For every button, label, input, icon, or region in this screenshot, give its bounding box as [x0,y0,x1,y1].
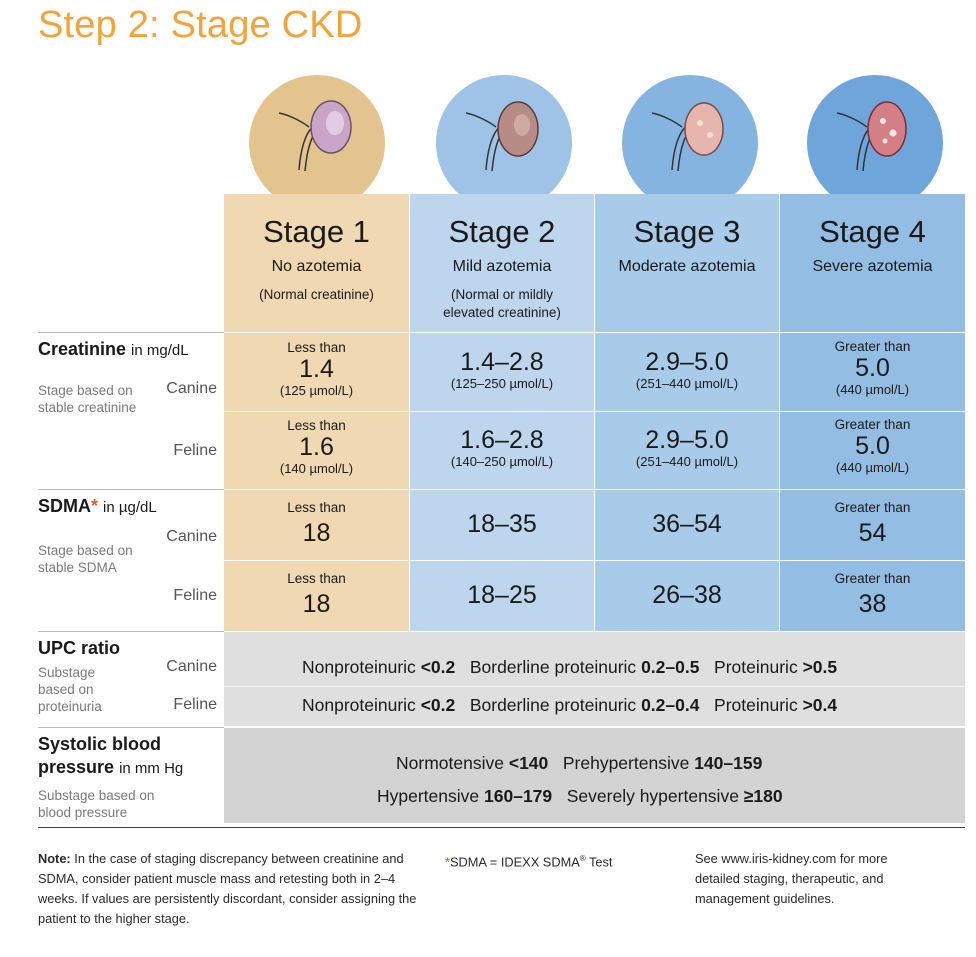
sdma-feline-stage2: 18–25 [467,581,537,609]
species-canine: Canine [166,528,217,545]
stage2-column [410,194,594,631]
stage-title: Stage 2 [448,214,556,249]
stage-note: (Normal creatinine) [259,287,374,302]
creatinine-canine-stage1: Less than 1.4 (125 µmol/L) [279,340,354,398]
sdma-title: SDMA* in µg/dL [38,496,157,516]
sdma-canine-stage1: Less than 18 [287,500,346,547]
divider [224,686,965,687]
stage3-column [595,194,779,631]
footer-sdma-def: *SDMA = IDEXX SDMA® Test [445,854,613,870]
stage-title: Stage 3 [633,214,741,249]
page-title: Step 2: Stage CKD [38,4,363,46]
creatinine-basis: Stage based on stable creatinine [38,383,137,415]
sdma-feline-stage1: Less than 18 [287,571,346,618]
upc-canine-values: Nonproteinuric <0.2 Borderline proteinuric 0.2–0.5 Proteinuric >0.5 [302,657,838,677]
species-feline: Feline [173,442,217,459]
stage-note: (Normal or mildly elevated creatinine) [443,287,561,320]
divider [38,631,224,632]
creatinine-feline-stage4: Greater than 5.0 (440 µmol/L) [834,417,911,475]
species-feline: Feline [173,696,217,713]
bp-basis: Substage based on blood pressure [38,788,155,820]
creatinine-canine-stage4: Greater than 5.0 (440 µmol/L) [834,339,911,397]
kidney-stage3-icon [622,75,758,211]
creatinine-feline-stage3: 2.9–5.0 (251–440 µmol/L) [635,426,739,469]
sdma-basis: Stage based on stable SDMA [38,543,133,575]
sdma-feline-stage4: Greater than 38 [834,571,911,618]
divider [224,411,965,412]
stage-desc: Severe azotemia [812,258,933,275]
stage1-column [224,194,409,631]
divider [224,332,965,333]
kidney-stage4-icon [807,75,943,211]
upc-basis: Substage based on proteinuria [38,665,102,714]
sdma-canine-stage3: 36–54 [652,510,722,538]
footer-see-link: See www.iris-kidney.com for more detailed staging, therapeutic, and management guidelines. [695,851,888,906]
footer-note: Note: In the case of staging discrepancy between creatinine and SDMA, consider patient muscle mass and retesting both in 2–4 weeks. If values are persistently discordant, consider assigning the patient to the higher stage. [38,851,417,926]
sdma-canine-stage2: 18–35 [467,510,537,538]
creatinine-feline-stage1: Less than 1.6 (140 µmol/L) [279,418,354,476]
kidney-stage2-icon [436,75,572,211]
stage-desc: Moderate azotemia [618,258,756,275]
kidney-stage1-icon [249,75,385,211]
divider [224,560,965,561]
creatinine-canine-stage3: 2.9–5.0 (251–440 µmol/L) [635,348,739,391]
creatinine-canine-stage2: 1.4–2.8 (125–250 µmol/L) [450,348,554,391]
divider [224,489,965,490]
stage-title: Stage 4 [819,214,926,249]
sdma-canine-stage4: Greater than 54 [834,500,911,547]
divider [38,827,965,828]
divider [38,489,224,490]
sdma-feline-stage3: 26–38 [652,581,722,609]
divider [38,332,224,333]
bp-band [224,728,965,823]
bp-title: Systolic blood pressure in mm Hg [38,734,184,777]
stage-desc: No azotemia [271,258,362,275]
stage-title: Stage 1 [263,214,370,249]
stage-desc: Mild azotemia [452,258,552,275]
creatinine-feline-stage2: 1.6–2.8 (140–250 µmol/L) [450,426,554,469]
bp-row1-values: Normotensive <140 Prehypertensive 140–159 [396,753,763,773]
upc-feline-values: Nonproteinuric <0.2 Borderline proteinuric 0.2–0.4 Proteinuric >0.4 [302,695,838,715]
upc-title: UPC ratio [38,638,121,658]
divider [38,727,224,728]
species-feline: Feline [173,587,217,604]
bp-row2-values: Hypertensive 160–179 Severely hypertensive ≥180 [377,786,783,806]
species-canine: Canine [166,380,217,397]
species-canine: Canine [166,658,217,675]
creatinine-title: Creatinine in mg/dL [38,339,189,359]
stage4-column [780,194,965,631]
